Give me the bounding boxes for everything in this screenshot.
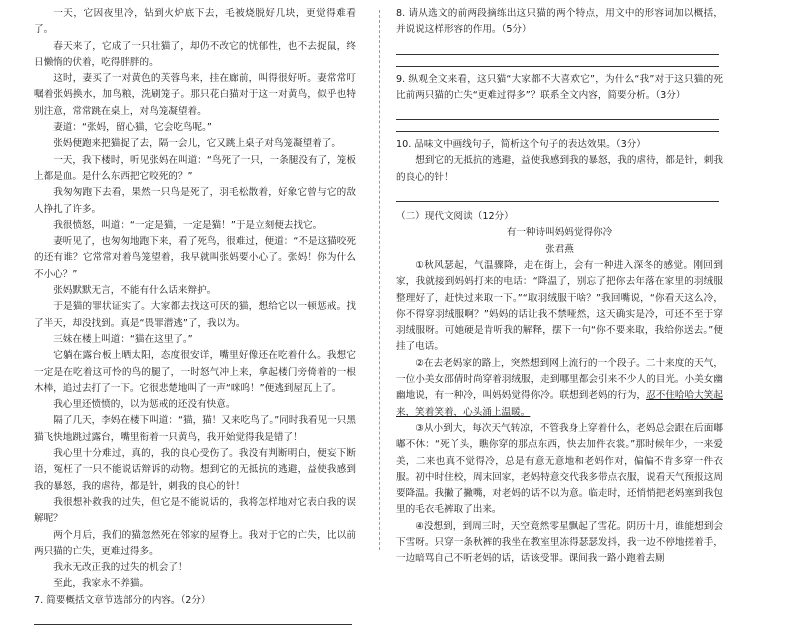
left-paragraph: 我心里十分难过，真的，我的良心受伤了。我没有判断明白，便妄下断语，冤枉了一只不能说话辩诉的动物。想到它的无抵抗的逃避，益使我感到我的暴怒，我的虐待，都是针，刺我的良心的针！ — [34, 448, 356, 492]
answer-line[interactable] — [396, 55, 719, 67]
article-paragraph-1: ①秋风瑟起，气温骤降，走在街上，会有一种进入深冬的感觉。刚回到家，我就接到妈妈打来的电话：“降温了，别忘了把你去年落在家里的羽绒服整理好了，赶快过来取一下。”“取羽绒服干啥？”我回嘴说，“你看天这么冷，你不得穿羽绒服啊？”妈妈的话让我不禁哑然，这天确实是冷，可还不至于穿羽绒服呀。可她硬是肯听我的解释，摆下一句“你不要来取，我给你送去。”便挂了电话。 — [396, 259, 723, 353]
article-paragraph-2 — [396, 356, 723, 421]
column-divider — [379, 10, 380, 550]
left-paragraph: 我心里还愤愤的，以为惩戒的还没有快意。 — [53, 399, 236, 411]
article-author: 张君燕 — [545, 243, 574, 255]
left-paragraph: 张妈便跑来把猫捉了去，隔一会儿，它又跳上桌子对鸟笼凝望着了。 — [53, 138, 341, 150]
left-paragraph: 妻道：“张妈，留心猫，它会吃鸟呢。” — [53, 122, 212, 134]
left-paragraph: 这时，妻买了一对黄色的芙蓉鸟来，挂在廊前，叫得很好听。妻常常叮嘱着张妈换水，加鸟粮，洗刷笼子。那只花白猫对于这一对黄鸟，似乎也特别注意，常常跳在桌上，对鸟笼凝望着。 — [34, 73, 356, 117]
question-10-quote: 想到它的无抵抗的逃避，益使我感到我的暴怒，我的虐待，都是针，刺我的良心的针！ — [396, 155, 723, 183]
article-paragraph-2-text: ②在去老妈家的路上，突然想到网上流行的一个段子。二十来度的天气，一位小美女邵倩时尚穿着羽绒服，走到哪里都会引来不少人的目光。小美女幽幽地说，有一种冷，叫妈妈觉得你冷。联想到老妈的行为， — [396, 357, 723, 402]
question-10: 10. 品味文中画线句子，简析这个句子的表达效果。（3分） — [396, 139, 646, 151]
answer-line[interactable] — [396, 43, 719, 55]
article-paragraph-4: ④没想到，到周三时，天空竟然零星飘起了雪花。阴历十月，谁能想到会下雪呀。只穿一条秋裤的我坐在教室里冻得瑟瑟发抖，我一边不停地搓着手，一边暗骂自己不听老妈的话，话该受罪。课间我一路小跑着去厕 — [396, 520, 723, 565]
answer-line[interactable] — [396, 190, 719, 202]
left-paragraph: 于是猫的罪状证实了。大家都去找这可厌的猫，想给它以一顿惩戒。找了半天，却没找到。真是“畏罪潜逃”了，我以为。 — [34, 301, 356, 329]
left-paragraph: 春天来了，它成了一只壮猫了，却仍不改它的忧郁性，也不去捉鼠，终日懒惰的伏着，吃得胖胖的。 — [34, 40, 356, 68]
left-paragraph: 两个月后，我们的猫忽然死在邻家的屋脊上。我对于它的亡失，比以前两只猫的亡失，更难过得多。 — [34, 529, 356, 557]
answer-line[interactable] — [34, 613, 352, 625]
answer-line[interactable] — [396, 120, 719, 132]
underlined-sentence: 忍不住哈哈大笑起来，笑着笑着，心头涌上温暖。 — [396, 390, 724, 418]
left-paragraph: 隔了几天，李妈在楼下叫道：“猫，猫！又来吃鸟了。”同时我看见一只黑猫飞快地跳过露台，嘴里衔着一只黄鸟，我开始觉得我是错了！ — [34, 415, 356, 443]
left-paragraph: 它躺在露台板上晒太阳，态度很安详，嘴里好像还在吃着什么。我想它一定是在吃着这可怜的鸟的腿了，一时怒气冲上来，拿起楼门旁倚着的一根木棒，追过去打了一下。它很悲楚地叫了一声“咪呜！”便逃到屋瓦上了。 — [34, 350, 356, 394]
left-column — [34, 6, 356, 625]
left-paragraph: 妻听见了，也匆匆地跑下来，看了死鸟，很难过，便道：“不是这猫咬死的还有谁？它常常对着鸟笼望着，我早就叫张妈要小心了。张妈！你为什么不小心？” — [34, 236, 356, 280]
left-paragraph: 一天，我下楼时，听见张妈在叫道：“鸟死了一只，一条腿没有了，笼板上都是血。是什么东西把它咬死的？” — [34, 154, 356, 182]
left-paragraph: 至此，我家永不养猫。 — [53, 578, 150, 590]
left-paragraph: 三妹在楼上叫道：“猫在这里了。” — [53, 333, 193, 345]
article-paragraph-3: ③从小到大，每次天气转凉，不管我身上穿着什么，老妈总会跟在后面嘟嘟不休：“死丫头，瞧你穿的那点东西，快去加件衣裳。”那时候年少，一来爱美，二来也真不觉得冷，总是有意无意地和老妈作对，偏偏不肯多穿一件衣服。初中时住校，周末回家，老妈特意交代我多带点衣服，说看天气预报这周要降温。我撇了撇嘴，对老妈的话不以为意。临走时，还悄悄把老妈塞到我包里的毛衣毛裤取了出来。 — [396, 422, 723, 516]
left-paragraph: 张妈默默无言，不能有什么话来辩护。 — [53, 285, 217, 297]
right-column — [396, 6, 723, 568]
section-heading: （二）现代文阅读（12分） — [396, 211, 514, 223]
left-paragraph: 我匆匆跑下去看，果然一只鸟是死了，羽毛松散着，好象它曾与它的敌人挣扎了许多。 — [34, 187, 356, 215]
left-paragraph: 我永无改正我的过失的机会了！ — [53, 562, 188, 574]
left-paragraph: 我很愤怒，叫道：“一定是猫，一定是猫！”于是立刻便去找它。 — [53, 219, 323, 231]
question-9: 9. 纵观全文来看，这只猫“大家都不大喜欢它”，为什么“我”对于这只猫的死比前两只猫的亡失“更难过得多”？联系全文内容，简要分析。（3分） — [396, 73, 723, 101]
article-title: 有一种诗叫妈妈觉得你冷 — [506, 227, 613, 239]
answer-line[interactable] — [396, 108, 719, 120]
left-paragraph: 我很想补救我的过失，但它是不能说话的，我将怎样地对它表白我的误解呢？ — [34, 496, 356, 525]
question-7: 7. 简要概括文章节选部分的内容。（2分） — [34, 594, 211, 606]
question-8: 8. 请从选文的前两段摘练出这只猫的两个特点，用文中的形容词加以概括，并说说这样形容的作用。（5分） — [396, 8, 723, 36]
left-paragraph: 一天，它因夜里冷，钻到火炉底下去，毛被烧脱好几块，更觉得难看了。 — [34, 8, 356, 36]
